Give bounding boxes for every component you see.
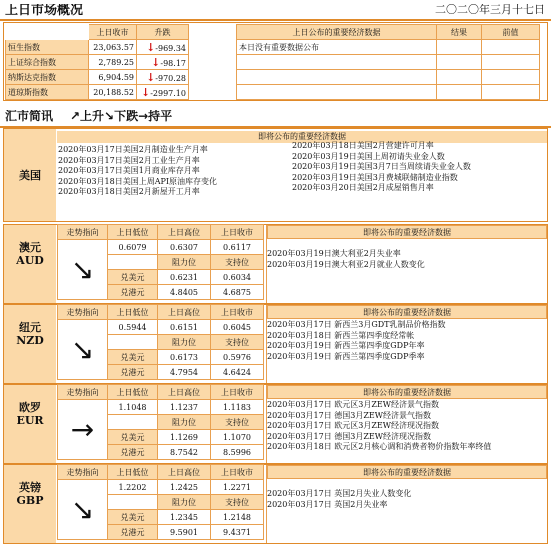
currency-name-cn: 英镑	[19, 481, 41, 494]
currency-label	[4, 385, 56, 463]
currency-code: GBP	[16, 494, 44, 507]
index-change: -970.28	[155, 73, 186, 83]
usd-support-value: 1.1070	[211, 430, 264, 445]
rate-table	[57, 464, 264, 540]
events-header: 即将公布的重要经济数据	[267, 385, 547, 399]
events-list	[267, 320, 547, 362]
low-header: 上日低位	[108, 225, 158, 240]
result-header: 结果	[437, 25, 482, 40]
currency-block	[3, 384, 548, 464]
high-value: 1.1237	[158, 400, 211, 415]
list-item: 2020年03月17日 德国3月ZEW经济现况指数	[267, 431, 431, 441]
list-item: 2020年03月19日 新西兰第四季度GDP季率	[267, 351, 425, 361]
currency-name-cn: 澳元	[19, 241, 41, 254]
currency-label	[4, 465, 56, 543]
index-change: -2997.10	[150, 88, 186, 98]
low-value: 0.5944	[108, 320, 158, 335]
low-value: 0.6079	[108, 240, 158, 255]
hkd-resist-value: 9.5901	[158, 525, 211, 540]
trend-arrow-icon: ↘	[58, 320, 108, 380]
list-item: 2020年03月17日 英国2月失业人数变化	[267, 489, 412, 498]
resist-header: 阻力位	[158, 415, 211, 430]
support-header: 支持位	[211, 415, 264, 430]
list-item: 2020年03月17日 新西兰3月GDT乳制品价格指数	[267, 320, 446, 329]
down-arrow-icon: ↓	[146, 70, 156, 84]
us-events-header: 即将公布的重要经济数据	[57, 131, 547, 143]
trend-header: 走势指向	[58, 225, 108, 240]
list-item: 2020年03月19日澳大利亚2月就业人数变化	[267, 259, 425, 269]
close-header: 上日收市	[211, 385, 264, 400]
index-change: -969.34	[155, 43, 186, 53]
usd-support-value: 0.5976	[211, 350, 264, 365]
usd-resist-value: 1.2345	[158, 510, 211, 525]
close-value: 0.6045	[211, 320, 264, 335]
list-item: 2020年03月18日美国2月营建许可月率	[292, 141, 434, 150]
market-summary	[3, 22, 548, 101]
hkd-support-value: 9.4371	[211, 525, 264, 540]
list-item: 2020年03月19日美国3月7日当周续请失业金人数	[292, 162, 471, 171]
page-title: 上日市场概况	[5, 4, 84, 17]
down-arrow-icon: ↓	[151, 55, 161, 69]
support-header: 支持位	[211, 255, 264, 270]
trend-arrow-icon: ↘	[58, 480, 108, 540]
index-change: -98.17	[160, 58, 186, 68]
list-item: 2020年03月18日美国上周API原油库存变化	[58, 176, 218, 186]
index-close: 23,063.57	[89, 40, 137, 55]
index-name: 恒生指数	[6, 40, 89, 55]
currency-block	[3, 464, 548, 544]
currency-name-cn: 纽元	[19, 321, 41, 334]
list-item: 2020年03月17日 德国3月ZEW经济景气指数	[267, 410, 431, 420]
rate-table	[57, 304, 264, 380]
currency-block	[3, 304, 548, 384]
usd-support-value: 1.2148	[211, 510, 264, 525]
close-value: 1.2271	[211, 480, 264, 495]
index-close: 20,188.52	[89, 85, 137, 100]
currency-label	[4, 305, 56, 383]
low-value: 1.2202	[108, 480, 158, 495]
down-arrow-icon: ↓	[146, 40, 156, 54]
list-item: 2020年03月17日 欧元区3月ZEW经济现况指数	[267, 421, 439, 430]
close-value: 1.1183	[211, 400, 264, 415]
list-item: 2020年03月18日 新西兰第四季度经常帐	[267, 330, 415, 340]
index-name: 纳斯达克指数	[6, 70, 89, 85]
high-header: 上日高位	[158, 225, 211, 240]
usd-resist-value: 1.1269	[158, 430, 211, 445]
list-item: 2020年03月19日 新西兰第四季度GDP年率	[267, 341, 425, 350]
rate-table	[57, 224, 264, 300]
econ-data-table	[236, 24, 540, 100]
hkd-support-value: 4.6875	[211, 285, 264, 300]
currency-name-cn: 欧罗	[19, 401, 41, 414]
vs-usd-label: 兑美元	[108, 350, 158, 365]
events-header: 即将公布的重要经济数据	[267, 305, 547, 319]
support-header: 支持位	[211, 495, 264, 510]
resist-header: 阻力位	[158, 495, 211, 510]
events-list	[267, 400, 547, 453]
index-name: 道琼斯指数	[6, 85, 89, 100]
rate-table	[57, 384, 264, 460]
low-header: 上日低位	[108, 305, 158, 320]
trend-arrow-icon: →	[58, 400, 108, 460]
list-item: 2020年03月19日美国上周初请失业金人数	[292, 151, 445, 161]
fx-title: 汇市简讯	[5, 110, 54, 122]
close-header: 上日收市	[89, 25, 137, 40]
support-header: 支持位	[211, 335, 264, 350]
low-header: 上日低位	[108, 385, 158, 400]
us-block	[3, 128, 548, 222]
table-row	[6, 40, 189, 55]
currency-block	[3, 224, 548, 304]
list-item: 2020年03月17日 英国2月失业率	[267, 499, 388, 509]
close-value: 0.6117	[211, 240, 264, 255]
high-header: 上日高位	[158, 465, 211, 480]
usd-resist-value: 0.6231	[158, 270, 211, 285]
currency-code: NZD	[16, 334, 44, 347]
events-header: 即将公布的重要经济数据	[267, 225, 547, 239]
low-value: 1.1048	[108, 400, 158, 415]
currency-label	[4, 225, 56, 303]
vs-usd-label: 兑美元	[108, 430, 158, 445]
events-header: 即将公布的重要经济数据	[267, 465, 547, 479]
list-item: 2020年03月17日美国2月工业生产月率	[58, 155, 200, 165]
list-item: 2020年03月17日美国1月商业库存月率	[58, 166, 200, 175]
down-arrow-icon: ↓	[140, 85, 151, 99]
us-label: 美国	[4, 129, 56, 221]
currency-code: AUD	[16, 254, 44, 267]
hkd-support-value: 4.6424	[211, 365, 264, 380]
change-header: 升跌	[137, 25, 189, 40]
trend-header: 走势指向	[58, 385, 108, 400]
no-events-text: 本日没有重要数据公布	[237, 40, 437, 55]
list-item: 2020年03月18日 欧元区2月核心调和消费者物价指数年率终值	[267, 442, 492, 451]
table-row	[6, 55, 189, 70]
vs-hkd-label: 兑港元	[108, 525, 158, 540]
trend-header: 走势指向	[58, 465, 108, 480]
high-value: 0.6151	[158, 320, 211, 335]
resist-header: 阻力位	[158, 335, 211, 350]
events-list	[267, 489, 547, 510]
report-date: 二〇二〇年三月十七日	[435, 4, 545, 15]
list-item: 2020年03月19日澳大利亚2月失业率	[267, 249, 401, 258]
list-item: 2020年03月20日美国2月成屋销售月率	[292, 183, 434, 192]
title-rule	[0, 19, 551, 21]
index-name: 上证综合指数	[6, 55, 89, 70]
index-close: 2,789.25	[89, 55, 137, 70]
hkd-resist-value: 8.7542	[158, 445, 211, 460]
resist-header: 阻力位	[158, 255, 211, 270]
prev-header: 前值	[482, 25, 540, 40]
vs-usd-label: 兑美元	[108, 510, 158, 525]
index-table	[5, 24, 189, 100]
table-row	[6, 70, 189, 85]
usd-resist-value: 0.6173	[158, 350, 211, 365]
close-header: 上日收市	[211, 305, 264, 320]
index-close: 6,904.59	[89, 70, 137, 85]
hkd-resist-value: 4.7954	[158, 365, 211, 380]
events-header: 上日公布的重要经济数据	[237, 25, 437, 40]
list-item: 2020年03月17日 欧元区3月ZEW经济景气指数	[267, 400, 439, 409]
hkd-support-value: 8.5996	[211, 445, 264, 460]
usd-support-value: 0.6034	[211, 270, 264, 285]
list-item: 2020年03月19日美国3月费城联储制造业指数	[292, 172, 458, 182]
close-header: 上日收市	[211, 465, 264, 480]
us-events-right	[292, 141, 471, 194]
trend-header: 走势指向	[58, 305, 108, 320]
us-events-left	[58, 145, 217, 198]
fx-legend: ↗上升↘下跌→持平	[70, 110, 173, 122]
vs-usd-label: 兑美元	[108, 270, 158, 285]
high-value: 1.2425	[158, 480, 211, 495]
low-header: 上日低位	[108, 465, 158, 480]
vs-hkd-label: 兑港元	[108, 285, 158, 300]
high-header: 上日高位	[158, 305, 211, 320]
table-row	[6, 85, 189, 100]
events-list	[267, 249, 547, 270]
vs-hkd-label: 兑港元	[108, 445, 158, 460]
list-item: 2020年03月18日美国2月新屋开工月率	[58, 187, 200, 196]
hkd-resist-value: 4.8405	[158, 285, 211, 300]
close-header: 上日收市	[211, 225, 264, 240]
high-header: 上日高位	[158, 385, 211, 400]
high-value: 0.6307	[158, 240, 211, 255]
trend-arrow-icon: ↘	[58, 240, 108, 300]
vs-hkd-label: 兑港元	[108, 365, 158, 380]
currency-code: EUR	[16, 414, 44, 427]
list-item: 2020年03月17日美国2月制造业生产月率	[58, 145, 208, 154]
